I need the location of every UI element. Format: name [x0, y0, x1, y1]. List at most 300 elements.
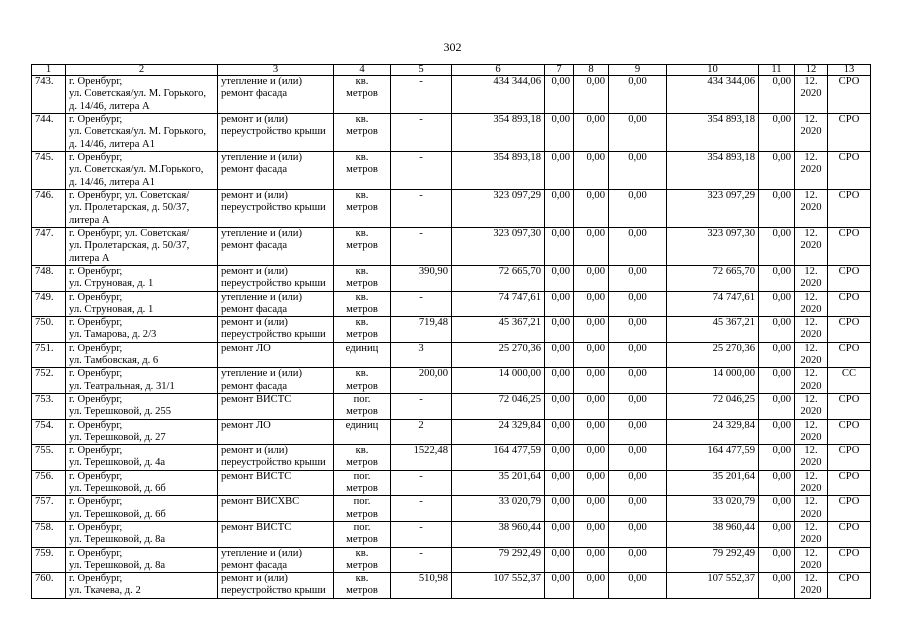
address-cell: [66, 266, 218, 292]
date-line: 12.: [804, 266, 818, 277]
col8-cell: 0,00: [574, 342, 609, 368]
unit-cell: [334, 521, 391, 547]
date-line: 2020: [800, 585, 822, 597]
column-number-2: 2: [66, 65, 218, 76]
work-type-line: ремонт фасада: [221, 303, 288, 315]
total-cell: 45 367,21: [667, 317, 759, 343]
date-line: 12.: [804, 291, 818, 303]
table-row: [32, 445, 871, 471]
total-cell: 323 097,29: [667, 190, 759, 228]
column-number-11: 11: [759, 65, 795, 76]
col9-cell: 0,00: [609, 521, 667, 547]
work-type-line: утепление и (или): [221, 291, 302, 303]
address-cell: [66, 368, 218, 394]
unit-line: единиц: [345, 419, 379, 431]
work-type-cell: [218, 547, 334, 573]
address-cell: [66, 393, 218, 419]
funding-source-cell: СРО: [828, 445, 871, 471]
total-cell: 434 344,06: [667, 76, 759, 114]
total-cell: 35 201,64: [667, 470, 759, 496]
work-type-line: переустройство крыши: [221, 329, 326, 341]
unit-line: кв.: [355, 317, 369, 329]
unit-cell: [334, 190, 391, 228]
work-type-cell: [218, 445, 334, 471]
row-number-cell: 759.: [32, 547, 66, 573]
row-number-cell: 749.: [32, 291, 66, 317]
completion-date-cell: [795, 368, 828, 394]
address-cell: [66, 342, 218, 368]
col8-cell: 0,00: [574, 291, 609, 317]
work-type-line: утепление и (или): [221, 152, 302, 163]
work-type-line: ремонт фасада: [221, 240, 288, 252]
unit-line: метров: [346, 559, 378, 571]
quantity-cell: -: [391, 114, 452, 152]
address-line: литера А: [69, 252, 110, 264]
quantity-cell: -: [391, 521, 452, 547]
table-row: [32, 291, 871, 317]
col7-cell: 0,00: [545, 521, 574, 547]
work-type-cell: [218, 317, 334, 343]
address-cell: [66, 114, 218, 152]
page-number: 302: [443, 40, 462, 54]
date-line: 12.: [804, 393, 818, 405]
work-type-cell: [218, 190, 334, 228]
address-line: г. Оренбург,: [69, 419, 123, 431]
cost-cell: 72 665,70: [452, 266, 545, 292]
quantity-cell: -: [391, 496, 452, 522]
quantity-cell: -: [391, 470, 452, 496]
date-line: 2020: [800, 88, 822, 100]
unit-line: метров: [346, 508, 378, 520]
table-row: [32, 496, 871, 522]
work-type-line: ремонт фасада: [221, 88, 288, 100]
table-row: [32, 228, 871, 266]
quantity-cell: 719,48: [391, 317, 452, 343]
table-row: [32, 152, 871, 190]
address-line: д. 14/46, литера А1: [69, 176, 155, 188]
address-line: г. Оренбург, ул. Советская/: [69, 228, 190, 239]
date-line: 2020: [800, 431, 822, 443]
quantity-cell: 510,98: [391, 573, 452, 599]
col11-cell: 0,00: [759, 547, 795, 573]
cost-cell: 354 893,18: [452, 114, 545, 152]
work-type-line: ремонт и (или): [221, 266, 288, 277]
unit-line: метров: [346, 457, 378, 469]
date-line: 12.: [804, 317, 818, 329]
address-line: г. Оренбург,: [69, 521, 123, 533]
col8-cell: 0,00: [574, 470, 609, 496]
work-type-line: переустройство крыши: [221, 202, 326, 214]
date-line: 2020: [800, 380, 822, 392]
work-type-cell: [218, 152, 334, 190]
address-line: г. Оренбург,: [69, 266, 123, 277]
quantity-cell: -: [391, 190, 452, 228]
address-line: ул. Струновая, д. 1: [69, 278, 154, 290]
quantity-cell: 200,00: [391, 368, 452, 394]
col8-cell: 0,00: [574, 190, 609, 228]
cost-cell: 354 893,18: [452, 152, 545, 190]
col11-cell: 0,00: [759, 496, 795, 522]
address-line: г. Оренбург,: [69, 368, 123, 380]
date-line: 12.: [804, 445, 818, 457]
table-row: [32, 317, 871, 343]
date-line: 2020: [800, 559, 822, 571]
funding-source-cell: СРО: [828, 573, 871, 599]
work-type-cell: [218, 342, 334, 368]
col8-cell: 0,00: [574, 266, 609, 292]
work-type-line: утепление и (или): [221, 547, 302, 559]
column-number-8: 8: [574, 65, 609, 76]
unit-cell: [334, 291, 391, 317]
work-type-cell: [218, 228, 334, 266]
address-cell: [66, 470, 218, 496]
unit-cell: [334, 266, 391, 292]
unit-line: кв.: [355, 190, 369, 201]
completion-date-cell: [795, 317, 828, 343]
date-line: 2020: [800, 457, 822, 469]
work-type-line: переустройство крыши: [221, 457, 326, 469]
unit-line: кв.: [355, 547, 369, 559]
total-cell: 164 477,59: [667, 445, 759, 471]
unit-cell: [334, 342, 391, 368]
date-line: 12.: [804, 228, 818, 239]
col11-cell: 0,00: [759, 228, 795, 266]
work-type-line: ремонт фасада: [221, 380, 288, 392]
total-cell: 107 552,37: [667, 573, 759, 599]
unit-line: метров: [346, 534, 378, 546]
col11-cell: 0,00: [759, 445, 795, 471]
row-number-cell: 755.: [32, 445, 66, 471]
table-row: [32, 368, 871, 394]
table-row: [32, 470, 871, 496]
col9-cell: 0,00: [609, 266, 667, 292]
col7-cell: 0,00: [545, 266, 574, 292]
work-type-line: переустройство крыши: [221, 278, 326, 290]
col11-cell: 0,00: [759, 190, 795, 228]
address-line: ул. Терешковой, д. 6б: [69, 508, 166, 520]
col9-cell: 0,00: [609, 496, 667, 522]
row-number-cell: 756.: [32, 470, 66, 496]
table-row: [32, 419, 871, 445]
total-cell: 72 046,25: [667, 393, 759, 419]
unit-line: кв.: [355, 445, 369, 457]
row-number-cell: 760.: [32, 573, 66, 599]
row-number-cell: 751.: [32, 342, 66, 368]
column-number-6: 6: [452, 65, 545, 76]
completion-date-cell: [795, 547, 828, 573]
address-line: ул. Терешковой, д. 8а: [69, 559, 166, 571]
col8-cell: 0,00: [574, 573, 609, 599]
address-cell: [66, 445, 218, 471]
address-line: ул. Терешковой, д. 255: [69, 406, 172, 418]
address-cell: [66, 496, 218, 522]
work-type-line: переустройство крыши: [221, 585, 326, 597]
cost-cell: 107 552,37: [452, 573, 545, 599]
column-number-row: [32, 65, 871, 76]
col7-cell: 0,00: [545, 342, 574, 368]
date-line: 2020: [800, 126, 822, 138]
date-line: 2020: [800, 240, 822, 252]
work-type-cell: [218, 521, 334, 547]
row-number-cell: 758.: [32, 521, 66, 547]
address-line: литера А: [69, 214, 110, 226]
address-cell: [66, 521, 218, 547]
work-type-line: ремонт ВИСТС: [221, 470, 292, 482]
address-line: г. Оренбург,: [69, 114, 123, 125]
date-line: 12.: [804, 190, 818, 201]
funding-source-cell: СРО: [828, 521, 871, 547]
cost-cell: 323 097,30: [452, 228, 545, 266]
completion-date-cell: [795, 445, 828, 471]
col7-cell: 0,00: [545, 496, 574, 522]
table-row: [32, 114, 871, 152]
work-type-line: ремонт ВИСХВС: [221, 496, 300, 508]
date-line: 2020: [800, 534, 822, 546]
date-line: 2020: [800, 278, 822, 290]
unit-line: метров: [346, 126, 378, 138]
unit-cell: [334, 393, 391, 419]
quantity-cell: -: [391, 547, 452, 573]
completion-date-cell: [795, 190, 828, 228]
date-line: 12.: [804, 368, 818, 380]
col11-cell: 0,00: [759, 317, 795, 343]
address-line: г. Оренбург,: [69, 152, 123, 163]
unit-line: пог.: [353, 496, 371, 508]
quantity-cell: -: [391, 393, 452, 419]
unit-cell: [334, 368, 391, 394]
column-number-4: 4: [334, 65, 391, 76]
col7-cell: 0,00: [545, 470, 574, 496]
quantity-cell: 2: [391, 419, 452, 445]
work-type-cell: [218, 76, 334, 114]
date-line: 12.: [804, 419, 818, 431]
unit-line: метров: [346, 380, 378, 392]
date-line: 2020: [800, 355, 822, 367]
unit-cell: [334, 547, 391, 573]
address-cell: [66, 317, 218, 343]
unit-cell: [334, 317, 391, 343]
total-cell: 323 097,30: [667, 228, 759, 266]
date-line: 12.: [804, 547, 818, 559]
col11-cell: 0,00: [759, 470, 795, 496]
address-line: ул. Пролетарская, д. 50/37,: [69, 240, 190, 252]
cost-cell: 35 201,64: [452, 470, 545, 496]
col7-cell: 0,00: [545, 114, 574, 152]
table-body: [32, 65, 871, 599]
funding-source-cell: СРО: [828, 190, 871, 228]
unit-line: метров: [346, 329, 378, 341]
col8-cell: 0,00: [574, 317, 609, 343]
address-line: г. Оренбург,: [69, 317, 123, 329]
col8-cell: 0,00: [574, 228, 609, 266]
date-line: 2020: [800, 202, 822, 214]
unit-line: метров: [346, 240, 378, 252]
unit-cell: [334, 419, 391, 445]
col9-cell: 0,00: [609, 317, 667, 343]
completion-date-cell: [795, 342, 828, 368]
col11-cell: 0,00: [759, 393, 795, 419]
col11-cell: 0,00: [759, 368, 795, 394]
address-line: г. Оренбург,: [69, 76, 123, 87]
row-number-cell: 747.: [32, 228, 66, 266]
address-line: г. Оренбург,: [69, 547, 123, 559]
column-number-12: 12: [795, 65, 828, 76]
col9-cell: 0,00: [609, 368, 667, 394]
work-type-line: ремонт ВИСТС: [221, 521, 292, 533]
row-number-cell: 754.: [32, 419, 66, 445]
funding-source-cell: СРО: [828, 496, 871, 522]
row-number-cell: 748.: [32, 266, 66, 292]
total-cell: 38 960,44: [667, 521, 759, 547]
funding-source-cell: СС: [828, 368, 871, 394]
address-line: д. 14/46, литера А1: [69, 138, 155, 150]
column-number-3: 3: [218, 65, 334, 76]
col7-cell: 0,00: [545, 393, 574, 419]
col9-cell: 0,00: [609, 547, 667, 573]
date-line: 2020: [800, 406, 822, 418]
col8-cell: 0,00: [574, 114, 609, 152]
col8-cell: 0,00: [574, 496, 609, 522]
address-cell: [66, 152, 218, 190]
row-number-cell: 743.: [32, 76, 66, 114]
column-number-13: 13: [828, 65, 871, 76]
total-cell: 72 665,70: [667, 266, 759, 292]
quantity-cell: 3: [391, 342, 452, 368]
date-line: 12.: [804, 114, 818, 125]
total-cell: 74 747,61: [667, 291, 759, 317]
total-cell: 79 292,49: [667, 547, 759, 573]
unit-line: метров: [346, 202, 378, 214]
address-line: ул. Театральная, д. 31/1: [69, 380, 175, 392]
funding-source-cell: СРО: [828, 76, 871, 114]
total-cell: 33 020,79: [667, 496, 759, 522]
completion-date-cell: [795, 291, 828, 317]
cost-cell: 14 000,00: [452, 368, 545, 394]
total-cell: 354 893,18: [667, 114, 759, 152]
address-cell: [66, 190, 218, 228]
address-line: г. Оренбург,: [69, 291, 123, 303]
funding-source-cell: СРО: [828, 393, 871, 419]
col11-cell: 0,00: [759, 521, 795, 547]
col7-cell: 0,00: [545, 573, 574, 599]
work-type-line: ремонт ЛО: [221, 342, 271, 354]
completion-date-cell: [795, 496, 828, 522]
unit-line: кв.: [355, 368, 369, 380]
completion-date-cell: [795, 470, 828, 496]
address-cell: [66, 419, 218, 445]
address-line: г. Оренбург,: [69, 445, 123, 457]
col7-cell: 0,00: [545, 419, 574, 445]
total-cell: 14 000,00: [667, 368, 759, 394]
completion-date-cell: [795, 228, 828, 266]
col7-cell: 0,00: [545, 152, 574, 190]
col8-cell: 0,00: [574, 152, 609, 190]
work-type-line: ремонт и (или): [221, 317, 288, 329]
col9-cell: 0,00: [609, 342, 667, 368]
funding-source-cell: СРО: [828, 547, 871, 573]
unit-line: кв.: [355, 76, 369, 87]
address-line: д. 14/46, литера А: [69, 100, 150, 112]
work-type-line: ремонт и (или): [221, 573, 288, 585]
unit-cell: [334, 496, 391, 522]
col9-cell: 0,00: [609, 76, 667, 114]
col8-cell: 0,00: [574, 76, 609, 114]
col11-cell: 0,00: [759, 342, 795, 368]
quantity-cell: -: [391, 152, 452, 190]
column-number-1: 1: [32, 65, 66, 76]
address-line: ул. Терешковой, д. 6б: [69, 483, 166, 495]
unit-line: метров: [346, 406, 378, 418]
quantity-cell: -: [391, 291, 452, 317]
column-number-5: 5: [391, 65, 452, 76]
col9-cell: 0,00: [609, 393, 667, 419]
work-type-line: ремонт и (или): [221, 445, 288, 457]
row-number-cell: 752.: [32, 368, 66, 394]
address-cell: [66, 228, 218, 266]
table-row: [32, 573, 871, 599]
col9-cell: 0,00: [609, 114, 667, 152]
address-line: ул. Пролетарская, д. 50/37,: [69, 202, 190, 214]
address-line: ул. Тамарова, д. 2/3: [69, 329, 157, 341]
col8-cell: 0,00: [574, 419, 609, 445]
work-type-line: утепление и (или): [221, 76, 302, 87]
cost-cell: 79 292,49: [452, 547, 545, 573]
cost-cell: 33 020,79: [452, 496, 545, 522]
unit-line: пог.: [353, 393, 371, 405]
col8-cell: 0,00: [574, 368, 609, 394]
unit-line: метров: [346, 585, 378, 597]
unit-line: метров: [346, 164, 378, 176]
table-row: [32, 342, 871, 368]
col9-cell: 0,00: [609, 190, 667, 228]
work-type-line: ремонт фасада: [221, 164, 288, 176]
work-type-line: ремонт ЛО: [221, 419, 271, 431]
unit-line: кв.: [355, 573, 369, 585]
unit-line: метров: [346, 278, 378, 290]
col9-cell: 0,00: [609, 228, 667, 266]
col7-cell: 0,00: [545, 228, 574, 266]
work-type-line: утепление и (или): [221, 368, 302, 380]
funding-source-cell: СРО: [828, 317, 871, 343]
address-line: ул. Советская/ул. М. Горького,: [69, 126, 207, 138]
col9-cell: 0,00: [609, 152, 667, 190]
address-line: г. Оренбург,: [69, 342, 123, 354]
completion-date-cell: [795, 419, 828, 445]
col7-cell: 0,00: [545, 317, 574, 343]
total-cell: 354 893,18: [667, 152, 759, 190]
work-type-line: переустройство крыши: [221, 126, 326, 138]
col7-cell: 0,00: [545, 368, 574, 394]
address-line: ул. Советская/ул. М. Горького,: [69, 88, 207, 100]
col9-cell: 0,00: [609, 291, 667, 317]
unit-line: метров: [346, 303, 378, 315]
funding-source-cell: СРО: [828, 291, 871, 317]
work-type-cell: [218, 419, 334, 445]
work-type-line: ремонт фасада: [221, 559, 288, 571]
row-number-cell: 745.: [32, 152, 66, 190]
address-line: г. Оренбург,: [69, 496, 123, 508]
repair-schedule-table: [31, 64, 871, 599]
cost-cell: 434 344,06: [452, 76, 545, 114]
unit-line: кв.: [355, 266, 369, 277]
date-line: 12.: [804, 342, 818, 354]
completion-date-cell: [795, 76, 828, 114]
date-line: 12.: [804, 521, 818, 533]
completion-date-cell: [795, 114, 828, 152]
quantity-cell: 390,90: [391, 266, 452, 292]
cost-cell: 164 477,59: [452, 445, 545, 471]
date-line: 12.: [804, 470, 818, 482]
